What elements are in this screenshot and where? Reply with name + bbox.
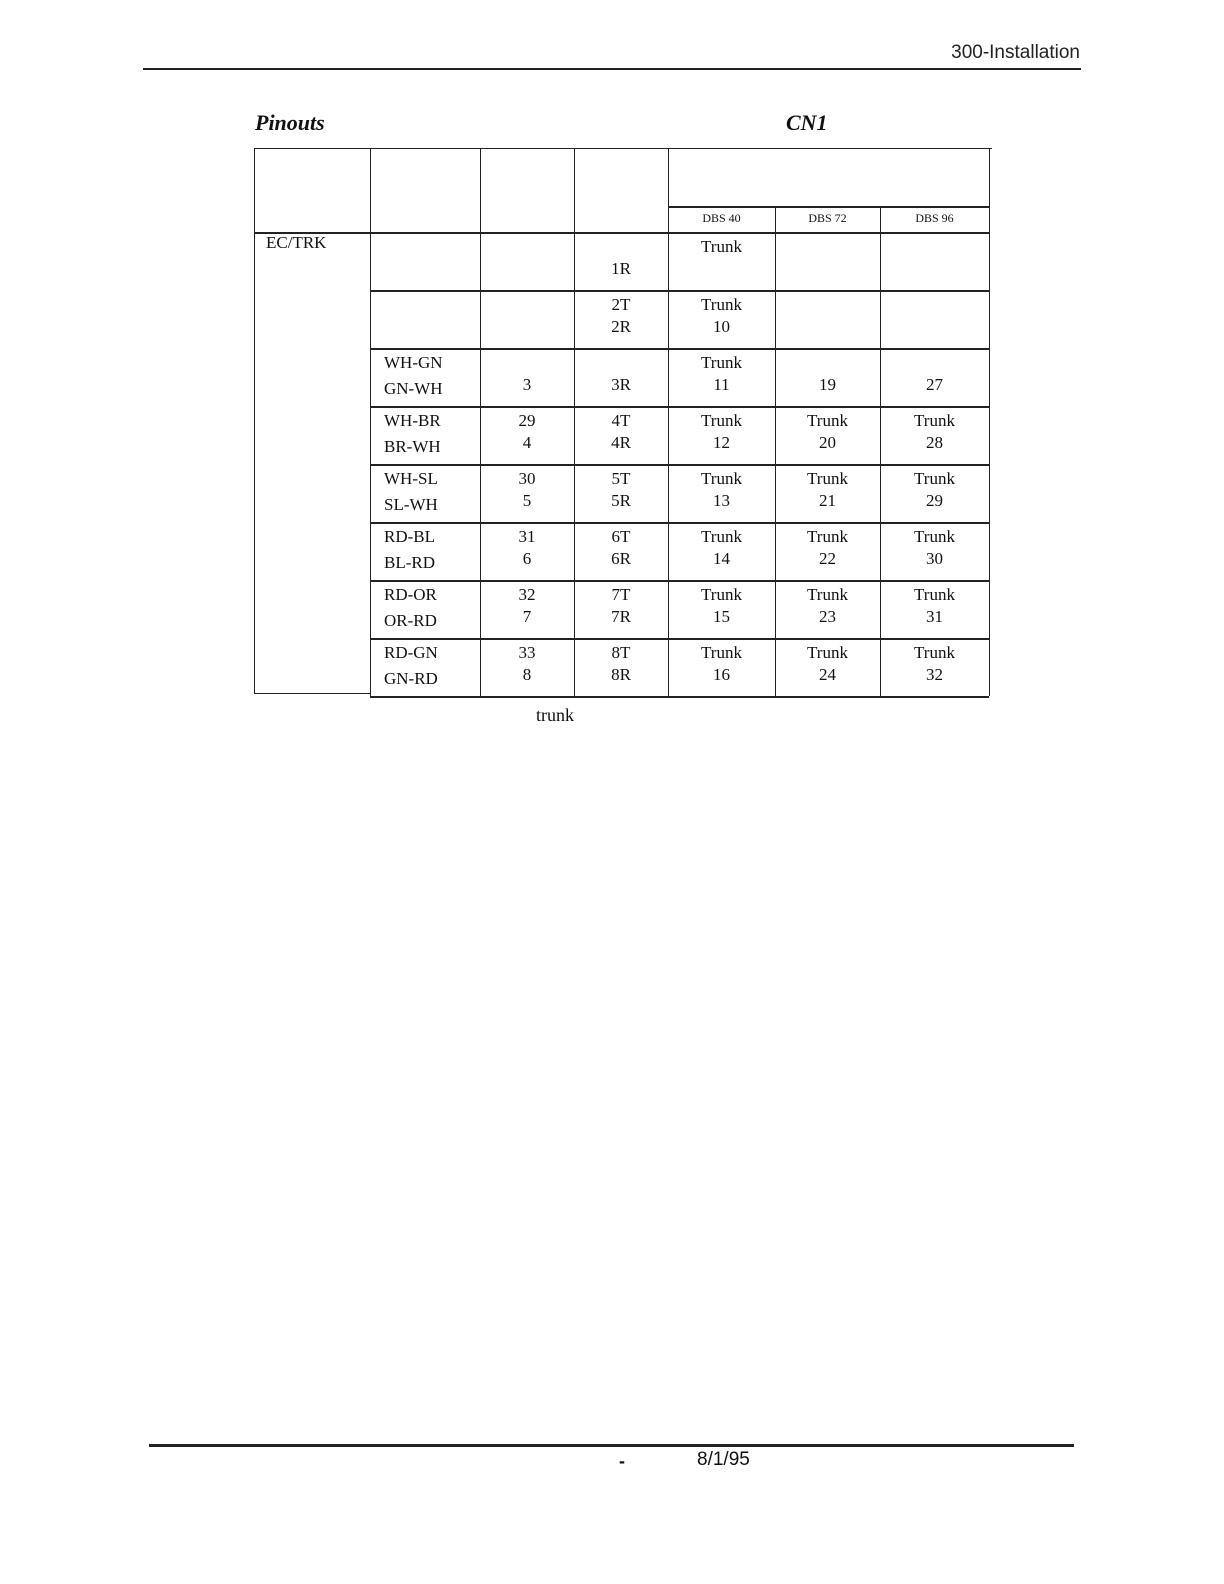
table-cell-dbs96: 30 bbox=[926, 549, 943, 568]
table-cell-pin: 31 bbox=[518, 527, 536, 546]
table-cell-dbs96: 32 bbox=[926, 665, 943, 684]
table-cell-dbs96: 31 bbox=[926, 607, 943, 626]
table-cell-dbs72: 22 bbox=[819, 549, 836, 568]
table-cell-color: WH-BR bbox=[384, 411, 441, 430]
table-cell-dbs40: Trunk bbox=[701, 411, 742, 430]
table-cell-circuit: 6R bbox=[611, 549, 631, 568]
table-cell-circuit: 2T bbox=[611, 295, 631, 314]
system-header-top-rule bbox=[668, 206, 989, 208]
table-cell-dbs72: 21 bbox=[819, 491, 836, 510]
table-cell-pin: 5 bbox=[522, 491, 532, 510]
table-cell-dbs72: 23 bbox=[819, 607, 836, 626]
row-divider bbox=[370, 464, 989, 466]
table-cell-dbs40: 11 bbox=[713, 375, 730, 394]
footer-date: 8/1/95 bbox=[697, 1449, 750, 1470]
table-cell-circuit: 8T bbox=[611, 643, 631, 662]
table-cell-color: OR-RD bbox=[384, 611, 437, 630]
table-cell-dbs40: Trunk bbox=[701, 643, 742, 662]
table-cell-color: GN-RD bbox=[384, 669, 438, 688]
table-cell-dbs72: 19 bbox=[819, 375, 836, 394]
section-title: Pinouts bbox=[255, 110, 325, 135]
row-divider bbox=[370, 522, 989, 524]
system-header: DBS 40 bbox=[702, 211, 741, 225]
table-cell-dbs72: 24 bbox=[819, 665, 836, 684]
row-divider bbox=[370, 290, 989, 292]
table-cell-dbs40: Trunk bbox=[701, 585, 742, 604]
table-cell-dbs96: 27 bbox=[926, 375, 943, 394]
footer-rule bbox=[149, 1444, 1074, 1447]
table-cell-color: BR-WH bbox=[384, 437, 441, 456]
table-footnote: trunk bbox=[536, 705, 574, 725]
system-header: DBS 72 bbox=[808, 211, 847, 225]
table-cell-circuit: 7T bbox=[611, 585, 631, 604]
table-cell-dbs40: Trunk bbox=[701, 353, 742, 372]
table-cell-dbs40: 13 bbox=[713, 491, 730, 510]
table-right-border bbox=[989, 148, 990, 696]
table-bottom-border bbox=[370, 696, 989, 698]
table-cell-color: SL-WH bbox=[384, 495, 438, 514]
table-cell-dbs72: Trunk bbox=[807, 643, 848, 662]
table-cell-pin: 30 bbox=[518, 469, 536, 488]
table-cell-dbs72: Trunk bbox=[807, 527, 848, 546]
table-cell-dbs40: 15 bbox=[713, 607, 730, 626]
table-cell-dbs96: Trunk bbox=[914, 643, 955, 662]
row-divider bbox=[370, 348, 989, 350]
table-cell-circuit: 2R bbox=[611, 317, 631, 336]
table-cell-dbs40: Trunk bbox=[701, 469, 742, 488]
table-cell-pin: 7 bbox=[522, 607, 532, 626]
table-cell-circuit: 4T bbox=[611, 411, 631, 430]
table-cell-dbs40: 10 bbox=[713, 317, 730, 336]
table-cell-circuit: 5R bbox=[611, 491, 631, 510]
connector-title: CN1 bbox=[786, 110, 828, 135]
table-cell-circuit: 1R bbox=[611, 259, 631, 278]
table-cell-dbs72: Trunk bbox=[807, 585, 848, 604]
table-cell-pin: 8 bbox=[522, 665, 532, 684]
table-cell-pin: 33 bbox=[518, 643, 536, 662]
table-cell-circuit: 7R bbox=[611, 607, 631, 626]
table-cell-dbs96: Trunk bbox=[914, 527, 955, 546]
group-bottom-border bbox=[254, 693, 370, 694]
table-cell-dbs72: Trunk bbox=[807, 469, 848, 488]
row-divider bbox=[370, 638, 989, 640]
table-cell-color: RD-BL bbox=[384, 527, 435, 546]
table-cell-dbs96: Trunk bbox=[914, 585, 955, 604]
table-cell-circuit: 4R bbox=[611, 433, 631, 452]
table-cell-circuit: 6T bbox=[611, 527, 631, 546]
table-cell-dbs40: Trunk bbox=[701, 295, 742, 314]
table-cell-circuit: 3R bbox=[611, 375, 631, 394]
table-cell-pin: 6 bbox=[522, 549, 532, 568]
table-top-border bbox=[254, 148, 992, 149]
table-cell-color: WH-SL bbox=[384, 469, 438, 488]
row-divider bbox=[370, 406, 989, 408]
table-cell-pin: 3 bbox=[522, 375, 532, 394]
column-divider bbox=[370, 148, 371, 696]
table-cell-dbs40: 16 bbox=[713, 665, 730, 684]
document-header-label: 300-Installation bbox=[951, 42, 1080, 63]
table-cell-dbs96: 29 bbox=[926, 491, 943, 510]
table-cell-dbs40: 12 bbox=[713, 433, 730, 452]
table-cell-dbs40: 14 bbox=[713, 549, 730, 568]
header-rule bbox=[143, 68, 1081, 70]
table-cell-pin: 32 bbox=[518, 585, 536, 604]
table-cell-dbs96: 28 bbox=[926, 433, 943, 452]
table-cell-color: GN-WH bbox=[384, 379, 443, 398]
pinout-table bbox=[254, 148, 992, 697]
table-cell-circuit: 5T bbox=[611, 469, 631, 488]
table-cell-dbs40: Trunk bbox=[701, 527, 742, 546]
table-cell-dbs40: Trunk bbox=[701, 237, 742, 256]
table-left-border bbox=[254, 148, 255, 693]
table-cell-color: BL-RD bbox=[384, 553, 435, 572]
table-cell-dbs96: Trunk bbox=[914, 411, 955, 430]
table-cell-circuit: 8R bbox=[611, 665, 631, 684]
table-cell-color: RD-GN bbox=[384, 643, 438, 662]
table-cell-color: RD-OR bbox=[384, 585, 437, 604]
table-cell-dbs72: 20 bbox=[819, 433, 836, 452]
group-label: EC/TRK bbox=[266, 233, 327, 252]
row-divider bbox=[370, 580, 989, 582]
table-cell-dbs96: Trunk bbox=[914, 469, 955, 488]
table-cell-pin: 29 bbox=[518, 411, 536, 430]
table-cell-dbs72: Trunk bbox=[807, 411, 848, 430]
system-header: DBS 96 bbox=[915, 211, 954, 225]
table-cell-pin: 4 bbox=[522, 433, 532, 452]
footer-separator: - bbox=[619, 1451, 625, 1471]
table-cell-color: WH-GN bbox=[384, 353, 443, 372]
